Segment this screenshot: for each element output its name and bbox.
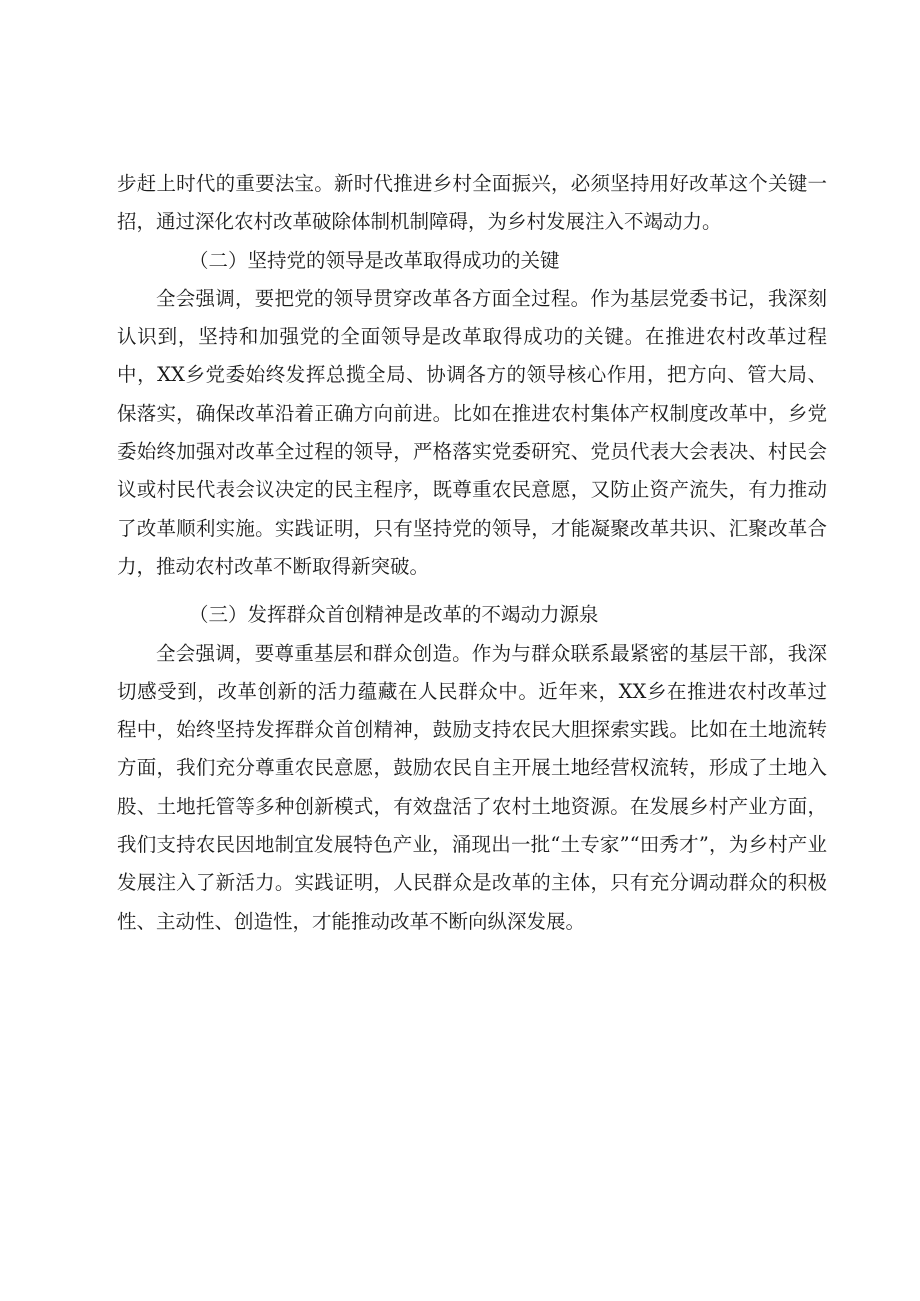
paragraph-intro-continued: 步赶上时代的重要法宝。新时代推进乡村全面振兴，必须坚持用好改革这个关键一招，通过深化农村改革破除体制机制障碍，为乡村发展注入不竭动力。 — [117, 172, 827, 234]
paragraph-party-leadership: 全会强调，要把党的领导贯穿改革各方面全过程。作为基层党委书记，我深刻认识到，坚持和加强党的全面领导是改革取得成功的关键。在推进农村改革过程中，XX乡党委始终发挥总揽全局、协调各方的领导核心作用，把方向、管大局、保落实，确保改革沿着正确方向前进。比如在推进农村集体产权制度改革中，乡党委始终加强对改革全过程的领导，严格落实党委研究、党员代表大会表决、村民会议或村民代表会议决定的民主程序，既尊重农民意愿，又防止资产流失，有力推动了改革顺利实施。实践证明，只有坚持党的领导，才能凝聚改革共识、汇聚改革合力，推动农村改革不断取得新突破。 — [117, 286, 827, 578]
section-heading-2: （二）坚持党的领导是改革取得成功的关键 — [189, 248, 560, 272]
section-spacer — [117, 586, 827, 596]
section-heading-3: （三）发挥群众首创精神是改革的不竭动力源泉 — [189, 603, 599, 627]
paragraph-mass-initiative: 全会强调，要尊重基层和群众创造。作为与群众联系最紧密的基层干部，我深切感受到，改革创新的活力蕴藏在人民群众中。近年来，XX乡在推进农村改革过程中，始终坚持发挥群众首创精神，鼓励支持农民大胆探索实践。比如在土地流转方面，我们充分尊重农民意愿，鼓励农民自主开展土地经营权流转，形成了土地入股、土地托管等多种创新模式，有效盘活了农村土地资源。在发展乡村产业方面，我们支持农民因地制宜发展特色产业，涌现出一批“土专家”“田秀才”，为乡村产业发展注入了新活力。实践证明，人民群众是改革的主体，只有充分调动群众的积极性、主动性、创造性，才能推动改革不断向纵深发展。 — [117, 641, 827, 933]
document-body — [117, 165, 827, 941]
